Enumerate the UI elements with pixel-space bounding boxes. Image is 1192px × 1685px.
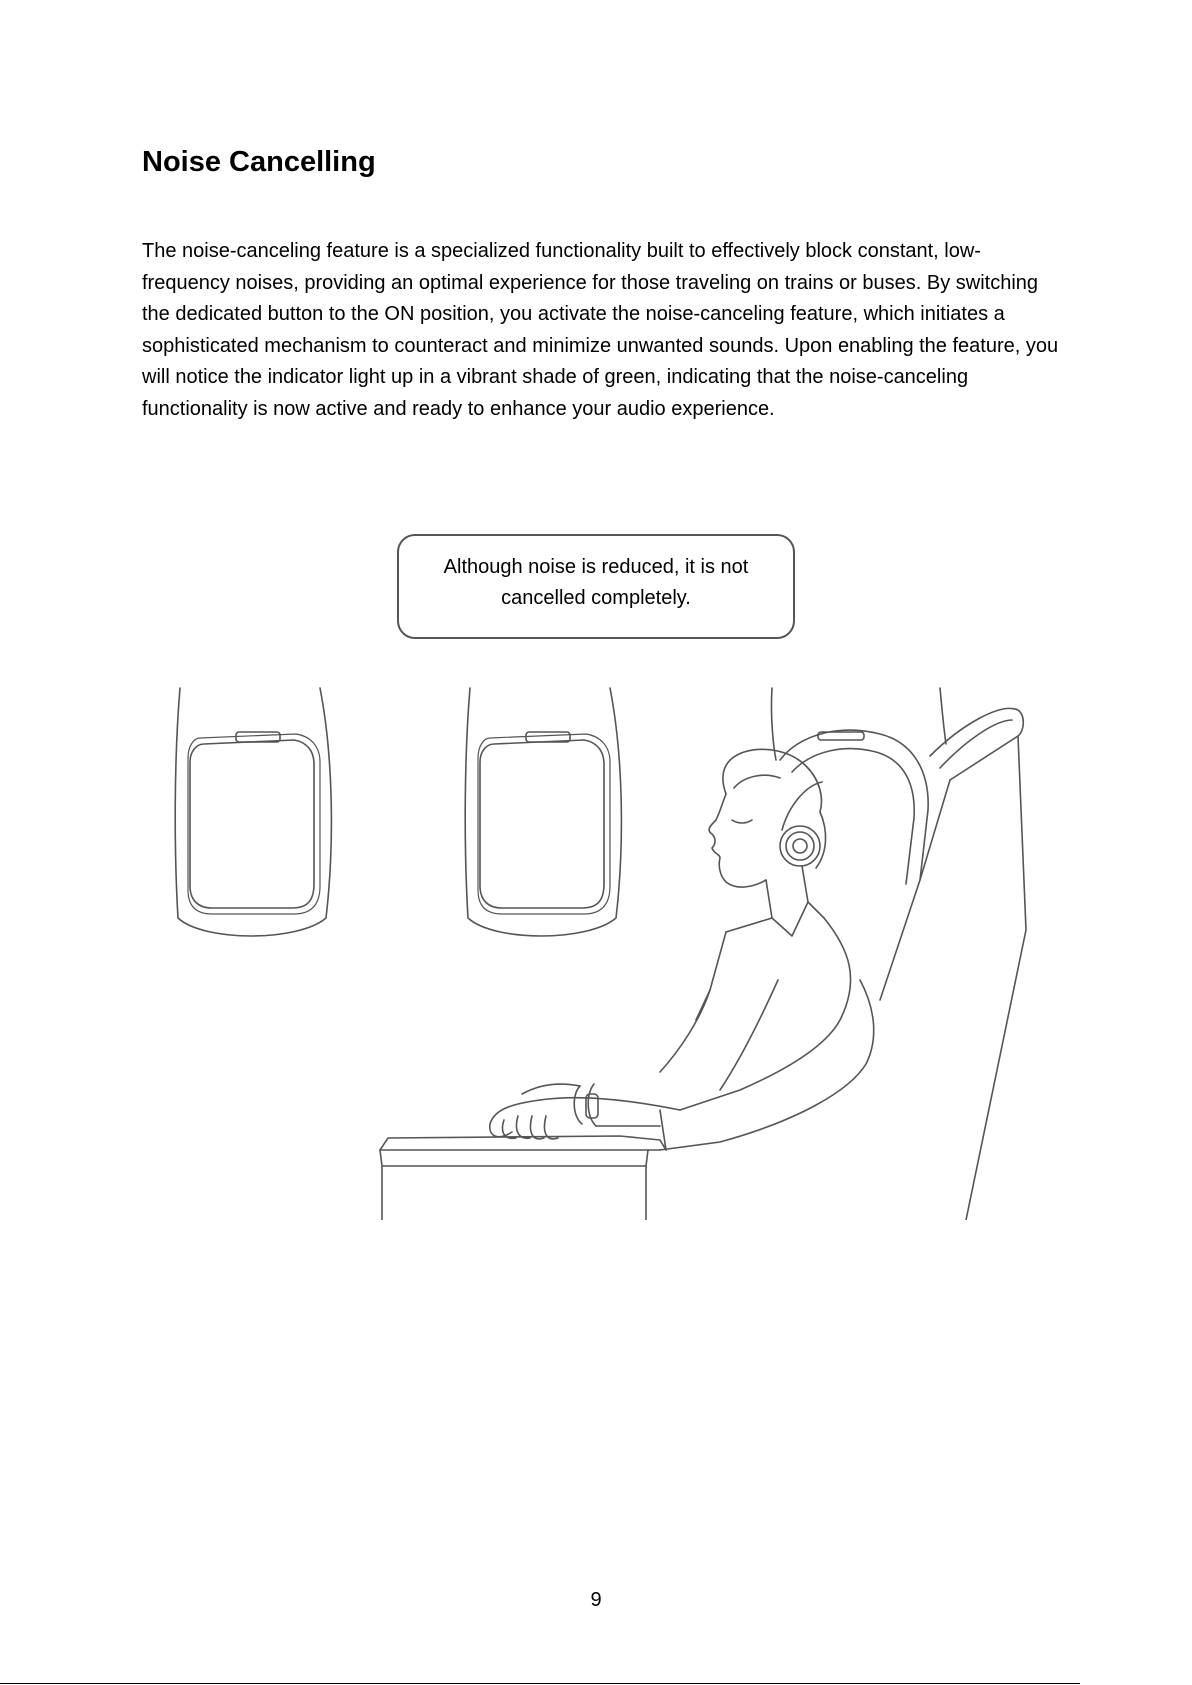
callout-text: Although noise is reduced, it is not cancelled completely. (443, 556, 749, 609)
sleeping-passenger (490, 749, 874, 1150)
body-paragraph: The noise-canceling feature is a specialized functionality built to effectively block constant, low-frequency noises, providing an optimal experience for those traveling on trains or buses. By switching the dedicated button to the ON position, you activate the noise-canceling feature, which initiates a sophisticated mechanism to counteract and minimize unwanted sounds. Upon enabling the feature, you will notice the indicator light up in a vibrant shade of green, indicating that the noise-canceling functionality is now active and ready to enhance your audio experience. (142, 240, 1059, 420)
airplane-window-left (175, 688, 331, 936)
page-title: Noise Cancelling (142, 146, 376, 178)
airplane-window-center (465, 688, 621, 936)
callout-box (397, 534, 795, 639)
footer-rule (0, 1683, 1080, 1684)
airplane-seat (380, 708, 1026, 1220)
airplane-passenger-illustration (160, 680, 1040, 1220)
page-number: 9 (590, 1589, 602, 1611)
